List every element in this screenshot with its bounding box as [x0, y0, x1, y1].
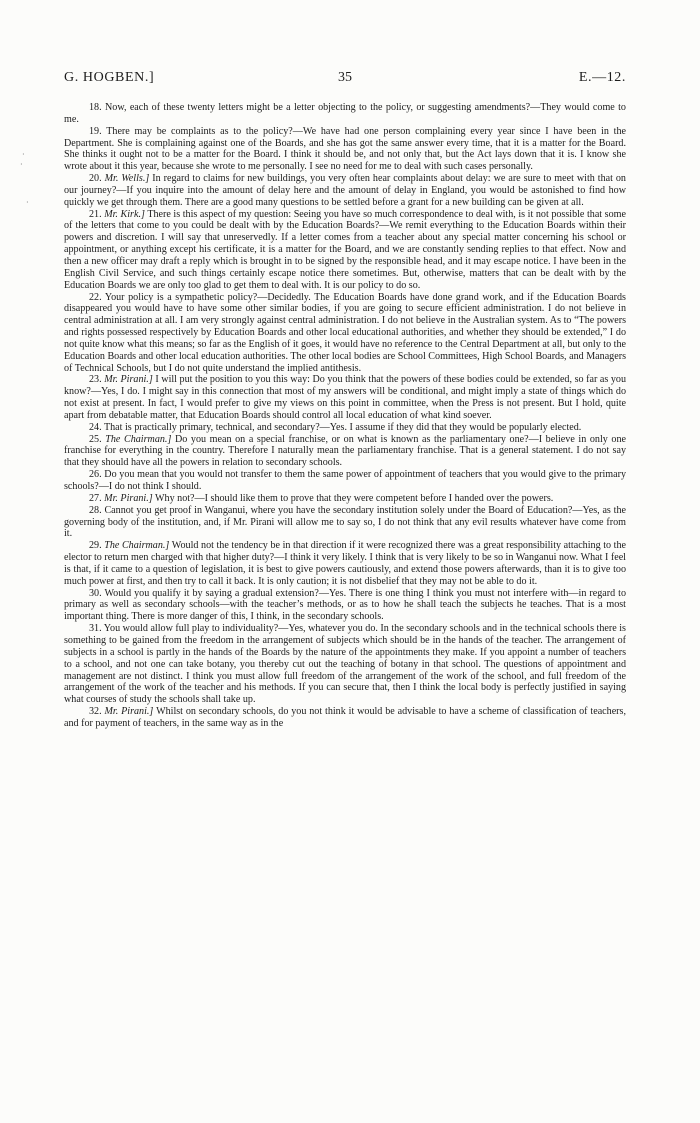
paragraph [64, 173, 626, 209]
paragraph-number: 32. [89, 706, 102, 718]
paragraph-number: 27. [89, 492, 102, 504]
paragraph-number: 28. [89, 504, 102, 516]
paragraph-number: 20. [89, 173, 102, 185]
header-witness: G. HOGBEN.] [64, 70, 155, 85]
paragraph [64, 706, 626, 730]
paragraph-number: 18. [89, 102, 102, 113]
speaker-name: The Chairman.] [105, 433, 172, 445]
paragraph [64, 588, 626, 624]
speaker-name: Mr. Pirani.] [104, 492, 153, 504]
paragraph-text: Cannot you get proof in Wanganui, where you have the secondary institution solely under the Board of Education?—Yes, as the governing body of the institution, and, if Mr. Pirani will allow me to say so, I do not think that any evil results whatever have come from it. [64, 504, 626, 540]
paragraph-text: In regard to claims for new buildings, you very often hear complaints about delay: we are sure to meet with that on our journey?—If you inquire into the amount of delay here and the amount of delay in England, you would be astonished to find how quickly we get through them. There are a good many questions to be settled before a grant for a new building can be given at all. [64, 173, 626, 208]
paragraph-text: Your policy is a sympathetic policy?—Decidedly. The Education Boards have done grand work, and if the Education Boards disappeared you would have to have some other similar bodies, if you are going to secure efficient administration. I do not believe in central administration at all. I am very strongly against central administration. I do not believe in the Australian system. As to “The powers and rights possessed respectively by Education Boards and other local educational authorities, and whether they should be extended,” I do not quite know what this means; so far as the English of it goes, it would have no reference to the Central Department at all, but only to the Education Boards and other local education authorities. The other local bodies are School Committees, High School Boards, and Managers of Technical Schools, but I do not quite understand the implied antithesis. [64, 291, 626, 374]
paragraph [64, 209, 626, 292]
paragraph-text: You would allow full play to individuality?—Yes, whatever you do. In the secondary schools and in the technical schools there is something to be gained from the freedom in the arrangement of subjects which should be in the hands of the teacher. The arrangement of subjects in a school is partly in the hands of the Boards by the nature of the appointments they make. If you appoint a number of teachers to a school, and not one can take botany, you thereby cut out the teaching of botany in that school. The questions of appointment and management are not distinct. I think you must allow full freedom of the arrangement of the work of the school, and full freedom of the arrangement of the work of the teacher and his methods. If you can secure that, then I think the local body is perfectly justified in saying what courses of study the schools shall take up. [64, 623, 626, 706]
paragraph-text: Do you mean on a special franchise, or on what is known as the parliamentary one?—I believe in only one franchise for everything in the country. Therefore I naturally mean the parliamentary franchise. That is a general statement. I do not say that they should have all the powers in relation to secondary schools. [64, 433, 626, 469]
paragraph [64, 469, 626, 493]
paragraph-number: 22. [89, 291, 102, 303]
paragraph-text: I will put the position to you this way: Do you think that the powers of these bodies could be extended, so far as you know?—Yes, I do. I might say in this connection that most of my answers will be conditional, and might imply a state of things which do not exist at present. In fact, I would prefer to give my views on this point in committee, when the Press is not present. But I hold, quite apart from debatable matter, that Education Boards should control all local education of what kind soever. [64, 374, 627, 421]
speaker-name: Mr. Wells.] [104, 173, 150, 185]
speaker-name: Mr. Kirk.] [104, 208, 145, 220]
page-header [64, 70, 626, 90]
margin-marks: · · · [20, 150, 29, 207]
paragraph [64, 102, 626, 126]
paragraph [64, 493, 626, 505]
paragraph-text: There may be complaints as to the policy?—We have had one person complaining every year since I have been in the Department. She is complaining against one of the Boards, and she has got the same answer every time, that it is a matter for the Board. She thinks it ought not to be a matter for the Board. I think it should be, and not only that, but the Act lays down that it is. I know she wrote about it this year, because she wrote to me personally. I see no need for me to deal with such cases personally. [64, 125, 626, 173]
testimony-text [64, 102, 626, 730]
paragraph-number: 19. [89, 125, 102, 137]
paragraph-number: 21. [89, 208, 102, 220]
page-number: 35 [338, 70, 352, 85]
paragraph-number: 24. [89, 421, 102, 433]
paragraph-text: Why not?—I should like them to prove that they were competent before I handed over the powers. [155, 492, 554, 504]
paragraph [64, 434, 626, 470]
paragraph-text: Would you qualify it by saying a gradual extension?—Yes. There is one thing I think you must not interfere with—in regard to primary as well as secondary schools—with the teacher’s methods, or as to how he shall teach the subjects he teaches. That is a most important thing. There is more danger of this, I think, in the secondary schools. [64, 587, 627, 623]
paragraph-text: Do you mean that you would not transfer to them the same power of appointment of teachers that you would give to the primary schools?—I do not think I should. [64, 469, 626, 492]
paragraph [64, 505, 626, 541]
paragraph-text: Whilst on secondary schools, do you not think it would be advisable to have a scheme of classification of teachers, and for payment of teachers, in the same way as in the [64, 706, 626, 729]
paragraph-number: 30. [89, 587, 102, 599]
paragraph-number: 31. [89, 623, 102, 635]
paragraph-number: 26. [89, 469, 102, 481]
document-reference: E.—12. [578, 70, 626, 85]
speaker-name: The Chairman.] [104, 540, 170, 552]
paragraph-number: 23. [89, 374, 102, 386]
paragraph [64, 292, 626, 375]
paragraph-text: There is this aspect of my question: Seeing you have so much correspondence to deal with, is it not possible that some of the letters that come to you could be dealt with by the Education Boards?—We remit everything to the Education Boards within their powers and discretion. I will say that unreservedly. If a letter comes from a teacher about any special matter concerning his school or appointment, or anything except his certificate, it is a matter for the Board, and we are constantly sending replies to that effect. Now and then a new officer may draft a reply which is brought in to be signed by the responsible head, and it may escape notice. I have been in the English Civil Service, and such things certainly escape notice there sometimes. But, otherwise, matters that can be dealt with by the Education Boards we are only too glad to get them to deal with. It is our policy to do so. [64, 208, 626, 291]
speaker-name: Mr. Pirani.] [104, 374, 153, 386]
paragraph [64, 623, 626, 706]
paragraph-text: Now, each of these twenty letters might be a letter objecting to the policy, or suggesting amendments?—They would come to me. [64, 102, 626, 125]
paragraph-text: That is practically primary, technical, and secondary?—Yes. I assume if they did that they would be popularly elected. [103, 421, 582, 433]
paragraph [64, 374, 626, 421]
speaker-name: Mr. Pirani.] [104, 706, 154, 718]
paragraph-number: 25. [89, 433, 102, 445]
paragraph-text: Would not the tendency be in that direction if it were recognized there was a great responsibility attaching to the elector to return men charged with that higher duty?—I think it very likely. I think that is very likely to be so in Wanganui now. What I feel is that, if it came to a question of legislation, it is best to give powers cautiously, and extend those powers afterwards, than it is to give too much power at first, and then try to call it back. It is only caution; it is not disbelief that they may not be able to do it. [64, 540, 626, 587]
paragraph [64, 126, 626, 173]
paragraph-number: 29. [89, 540, 102, 552]
paragraph [64, 422, 626, 434]
paragraph [64, 540, 626, 587]
